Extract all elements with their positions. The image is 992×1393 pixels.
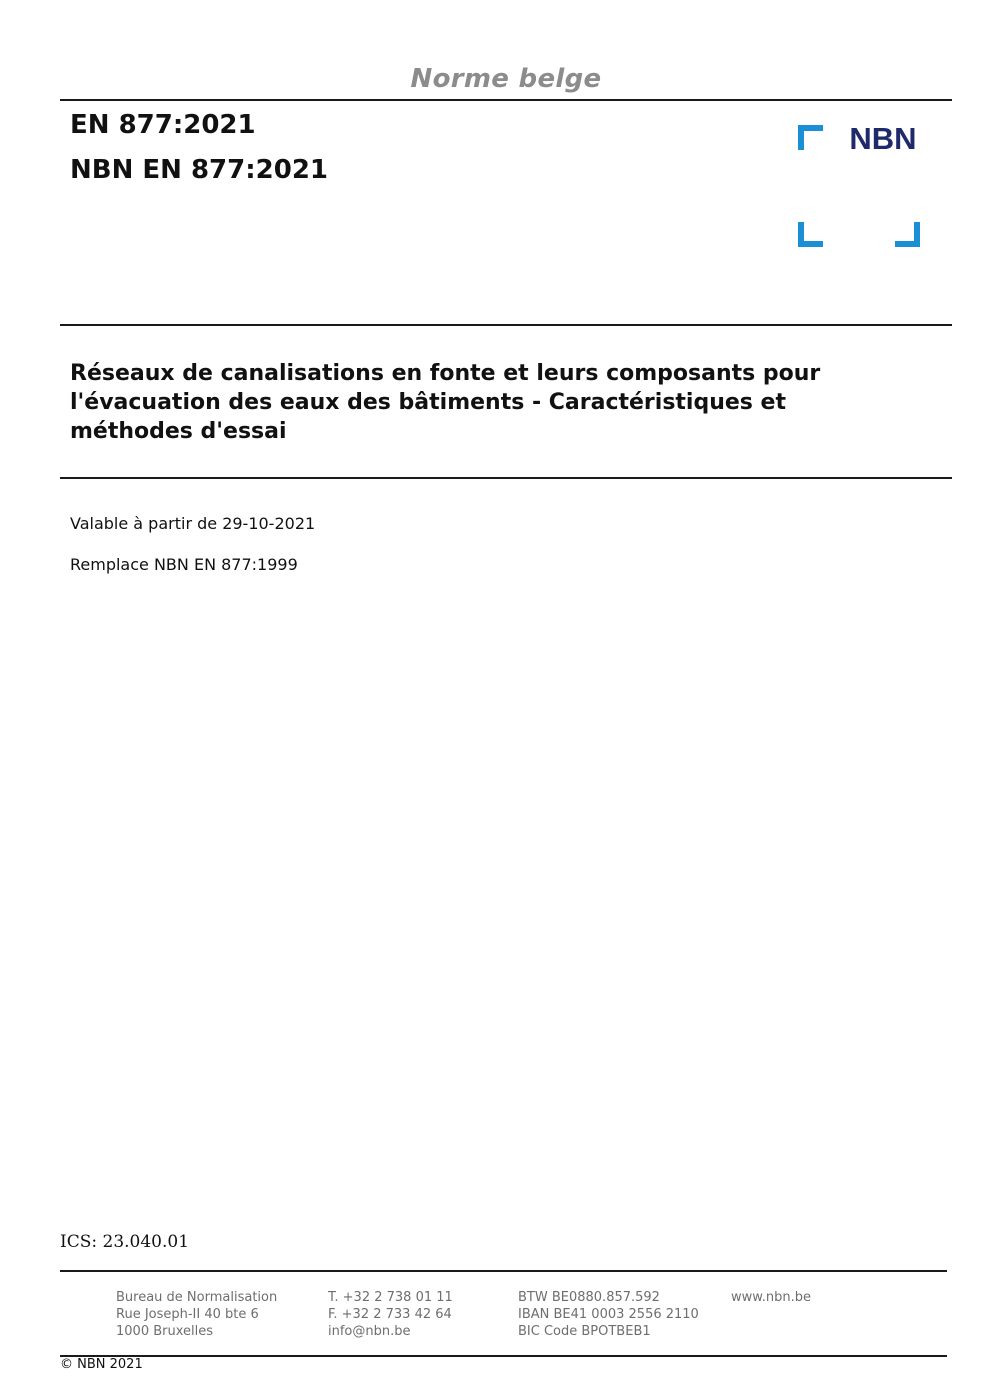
document-title [70, 359, 910, 446]
footer-top-rule [60, 1270, 947, 1272]
footer-fax: F. +32 2 733 42 64 [328, 1307, 452, 1322]
copyright-notice: © NBN 2021 [60, 1357, 143, 1372]
footer-banking [518, 1289, 699, 1340]
footer-bic: BIC Code BPOTBEB1 [518, 1324, 651, 1339]
standard-code-en: EN 877:2021 [70, 110, 256, 140]
header-rule [60, 99, 952, 101]
nbn-logo-text: NBN [849, 124, 917, 156]
footer-vat: BTW BE0880.857.592 [518, 1290, 660, 1305]
footer-bottom-rule [60, 1355, 947, 1357]
footer-address-line: Rue Joseph-II 40 bte 6 [116, 1307, 259, 1322]
footer-address-line: 1000 Bruxelles [116, 1324, 214, 1339]
title-top-rule [60, 324, 952, 326]
footer-iban: IBAN BE41 0003 2556 2110 [518, 1307, 699, 1322]
valid-from: Valable à partir de 29-10-2021 [70, 514, 316, 533]
standard-code-nbn: NBN EN 877:2021 [70, 155, 328, 185]
nbn-logo-icon [797, 124, 921, 248]
footer-address-line: Bureau de Normalisation [116, 1290, 278, 1305]
document-title-line: Réseaux de canalisations en fonte et leurs composants pour [70, 361, 821, 386]
footer-website-col [731, 1289, 811, 1306]
norme-belge-heading: Norme belge [410, 64, 602, 94]
replaces: Remplace NBN EN 877:1999 [70, 555, 298, 574]
footer-contact [328, 1289, 453, 1340]
footer-address [116, 1289, 277, 1340]
footer-phone: T. +32 2 738 01 11 [328, 1290, 453, 1305]
document-title-line: méthodes d'essai [70, 419, 287, 444]
footer-email[interactable]: info@nbn.be [328, 1324, 411, 1339]
document-title-line: l'évacuation des eaux des bâtiments - Caractéristiques et [70, 390, 786, 415]
footer-website-link[interactable]: www.nbn.be [731, 1290, 811, 1305]
title-bottom-rule [60, 477, 952, 479]
ics-code: ICS: 23.040.01 [60, 1232, 190, 1252]
